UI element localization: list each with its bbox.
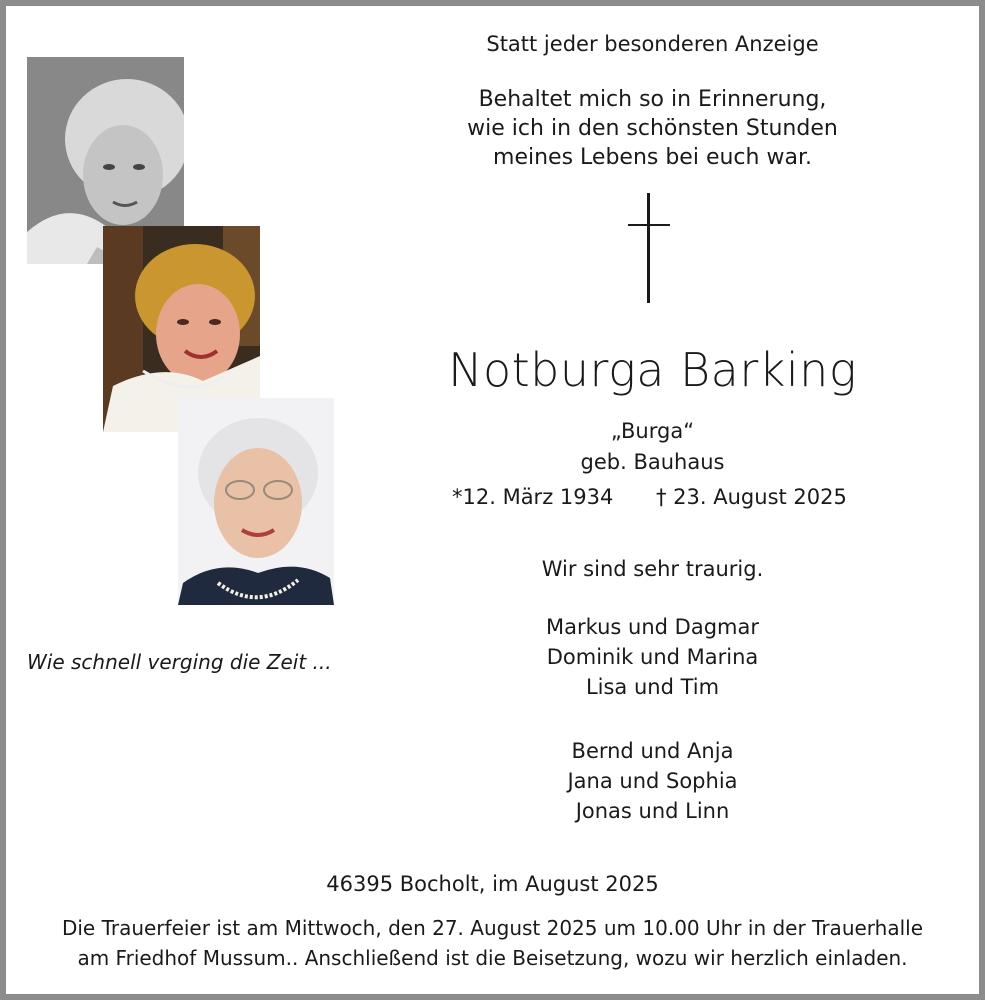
verse-line: meines Lebens bei euch war. (493, 145, 812, 170)
family-member: Lisa und Tim (585, 675, 720, 699)
family-member: Jonas und Linn (575, 799, 730, 823)
verse-line: wie ich in den schönsten Stunden (467, 116, 838, 141)
deceased-name: Notburga Barking (448, 343, 857, 397)
funeral-line: Die Trauerfeier ist am Mittwoch, den 27. August 2025 um 10.00 Uhr in der Trauerhalle (61, 916, 924, 940)
sad-note: Wir sind sehr traurig. (541, 557, 764, 581)
family-member: Markus und Dagmar (545, 615, 759, 639)
nickname: „Burga“ (610, 419, 695, 443)
photo-caption: Wie schnell verging die Zeit ... (27, 650, 332, 674)
family-member: Bernd und Anja (571, 739, 734, 763)
birth-date: *12. März 1934 (452, 485, 614, 509)
funeral-line: am Friedhof Mussum.. Anschließend ist die Beisetzung, wozu wir herzlich einladen. (77, 946, 908, 970)
family-member: Jana und Sophia (567, 769, 738, 793)
maiden-name: geb. Bauhaus (580, 450, 725, 474)
notice-header: Statt jeder besonderen Anzeige (486, 32, 819, 56)
family-group (430, 736, 875, 826)
verse (420, 85, 885, 172)
family-group (430, 612, 875, 702)
funeral-info (10, 913, 975, 973)
place-date: 46395 Bocholt, im August 2025 (326, 872, 659, 896)
family-member: Dominik und Marina (546, 645, 759, 669)
portrait-photo-elderly (178, 398, 334, 605)
verse-line: Behaltet mich so in Erinnerung, (478, 87, 827, 112)
death-date: † 23. August 2025 (656, 485, 847, 509)
